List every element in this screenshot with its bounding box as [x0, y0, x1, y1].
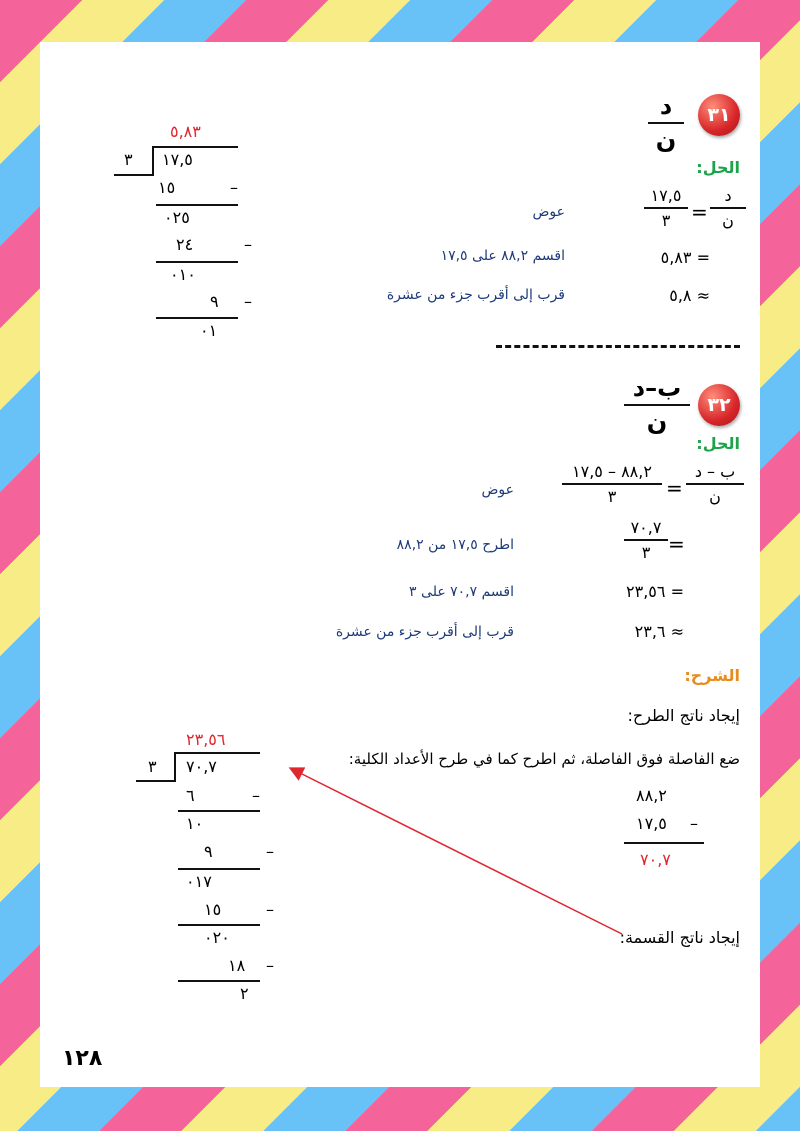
fraction-bar [644, 207, 688, 209]
subtraction-minus: – [690, 814, 698, 833]
p31-row-5-minus: – [244, 292, 252, 311]
p32-step2-eq: = [668, 532, 685, 556]
p32-rhs-num: ٨٨,٢ – ١٧,٥ [572, 462, 652, 481]
p31-division-divisor: ٣ [124, 150, 133, 169]
p32-row-1-line [178, 810, 260, 812]
p32-row-3: ٩ [204, 842, 213, 861]
p32-row-5-line [178, 924, 260, 926]
problem-31-number: ٣١ [707, 104, 731, 126]
p32-step2-frac [624, 518, 668, 562]
problem-31-badge [698, 94, 740, 136]
explanation-label: الشرح: [684, 666, 740, 685]
division-heading: إيجاد ناتج القسمة: [619, 928, 740, 947]
problem-32-badge [698, 384, 740, 426]
problem-32-expr-denominator: ن [646, 407, 668, 436]
p32-rhs-den: ٣ [607, 486, 617, 506]
problem-31-expr-numerator: د [659, 92, 673, 120]
fraction-bar [624, 404, 690, 406]
p32-division-dividend: ٧٠,٧ [186, 757, 217, 776]
subtraction-top: ٨٨,٢ [636, 786, 667, 805]
p32-row-7-minus: – [266, 956, 274, 975]
p31-row-3-line [156, 261, 238, 263]
page [40, 42, 760, 1087]
problem-32-expression [624, 374, 690, 436]
p31-rhs-den: ٣ [661, 210, 671, 230]
p32-step4-expr: ≈ ٢٣,٦ [634, 622, 684, 641]
p32-division-divisor: ٣ [148, 757, 157, 776]
p32-step1-lhs [686, 462, 744, 506]
subtraction-instruction: ضع الفاصلة فوق الفاصلة، ثم اطرح كما في طرح الأعداد الكلية: [348, 750, 740, 768]
fraction-bar [624, 539, 668, 541]
p31-lhs-num: د [724, 186, 732, 205]
p32-row-1: ٦ [186, 786, 195, 805]
p32-row-5: ١٥ [204, 900, 222, 919]
p31-row-2: ٠٢٥ [164, 208, 190, 227]
p31-step3-expr: ≈ ٥,٨ [669, 286, 710, 305]
problem-32-expr-numerator: ب–د [632, 374, 682, 402]
subtraction-result: ٧٠,٧ [640, 850, 671, 869]
page-number: ١٢٨ [62, 1046, 103, 1071]
p31-division-top-bar [152, 146, 238, 148]
p31-row-1: ١٥ [158, 178, 176, 197]
pointer-arrow [280, 758, 630, 938]
problem-32-solution-label: الحل: [696, 434, 740, 453]
subtraction-bottom: ١٧,٥ [636, 814, 667, 833]
p31-step2-note: اقسم ٨٨,٢ على ١٧,٥ [440, 248, 565, 264]
p32-step1-note: عوض [481, 482, 514, 498]
p32-step3-note: اقسم ٧٠,٧ على ٣ [409, 584, 514, 600]
p31-row-1-minus: – [230, 178, 238, 197]
p31-division-bracket-foot [114, 174, 154, 176]
subtraction-line [624, 842, 704, 844]
p31-step1-note: عوض [532, 204, 565, 220]
p31-lhs-den: ن [722, 210, 734, 230]
p31-row-3: ٢٤ [176, 235, 194, 254]
p32-row-3-minus: – [266, 842, 274, 861]
p32-step1-rhs [562, 462, 662, 506]
p32-step4-note: قرب إلى أقرب جزء من عشرة [335, 624, 514, 640]
p32-step2-den: ٣ [641, 542, 651, 562]
fraction-bar [686, 483, 744, 485]
p32-step2-note: اطرح ١٧,٥ من ٨٨,٢ [396, 537, 514, 553]
p32-step3-expr: = ٢٣,٥٦ [626, 582, 684, 601]
p31-rhs-num: ١٧,٥ [650, 186, 682, 205]
p32-row-4: ٠١٧ [186, 872, 212, 891]
p32-division-bracket [174, 752, 176, 782]
p31-step1-lhs [710, 186, 746, 230]
subtraction-heading: إيجاد ناتج الطرح: [627, 706, 740, 725]
p31-division-quotient: ٥,٨٣ [170, 122, 201, 141]
p32-lhs-num: ب – د [694, 462, 736, 481]
p32-lhs-den: ن [709, 486, 721, 506]
p31-row-6: ٠١ [200, 321, 218, 340]
p31-row-5: ٩ [210, 292, 219, 311]
p31-step1-eq: = [691, 200, 708, 224]
p31-row-1-line [156, 204, 238, 206]
problem-31-expr-denominator: ن [655, 125, 677, 154]
p32-row-7-line [178, 980, 260, 982]
p32-row-7: ١٨ [228, 956, 246, 975]
p32-division-bracket-foot [136, 780, 176, 782]
p31-division-bracket [152, 146, 154, 176]
p32-row-5-minus: – [266, 900, 274, 919]
p31-row-3-minus: – [244, 235, 252, 254]
problem-31-solution-label: الحل: [696, 158, 740, 177]
p32-row-3-line [178, 868, 260, 870]
problem-31-expression [648, 92, 684, 154]
p32-division-quotient: ٢٣,٥٦ [186, 730, 226, 749]
p32-step2-num: ٧٠,٧ [630, 518, 662, 537]
p31-step3-note: قرب إلى أقرب جزء من عشرة [386, 287, 565, 303]
p31-division-dividend: ١٧,٥ [162, 150, 193, 169]
p32-step1-eq: = [666, 476, 683, 500]
fraction-bar [648, 122, 684, 124]
p32-row-8: ٢ [240, 984, 249, 1003]
problem-32-number: ٣٢ [707, 394, 731, 416]
p32-row-6: ٠٢٠ [204, 928, 230, 947]
fraction-bar [710, 207, 746, 209]
p32-row-1-minus: – [252, 786, 260, 805]
fraction-bar [562, 483, 662, 485]
p31-row-4: ٠١٠ [170, 265, 196, 284]
p32-division-top-bar [174, 752, 260, 754]
p32-row-2: ١٠ [186, 814, 204, 833]
p31-step2-expr: = ٥,٨٣ [660, 248, 710, 267]
section-separator [496, 345, 740, 348]
p31-row-5-line [156, 317, 238, 319]
p31-step1-rhs [644, 186, 688, 230]
